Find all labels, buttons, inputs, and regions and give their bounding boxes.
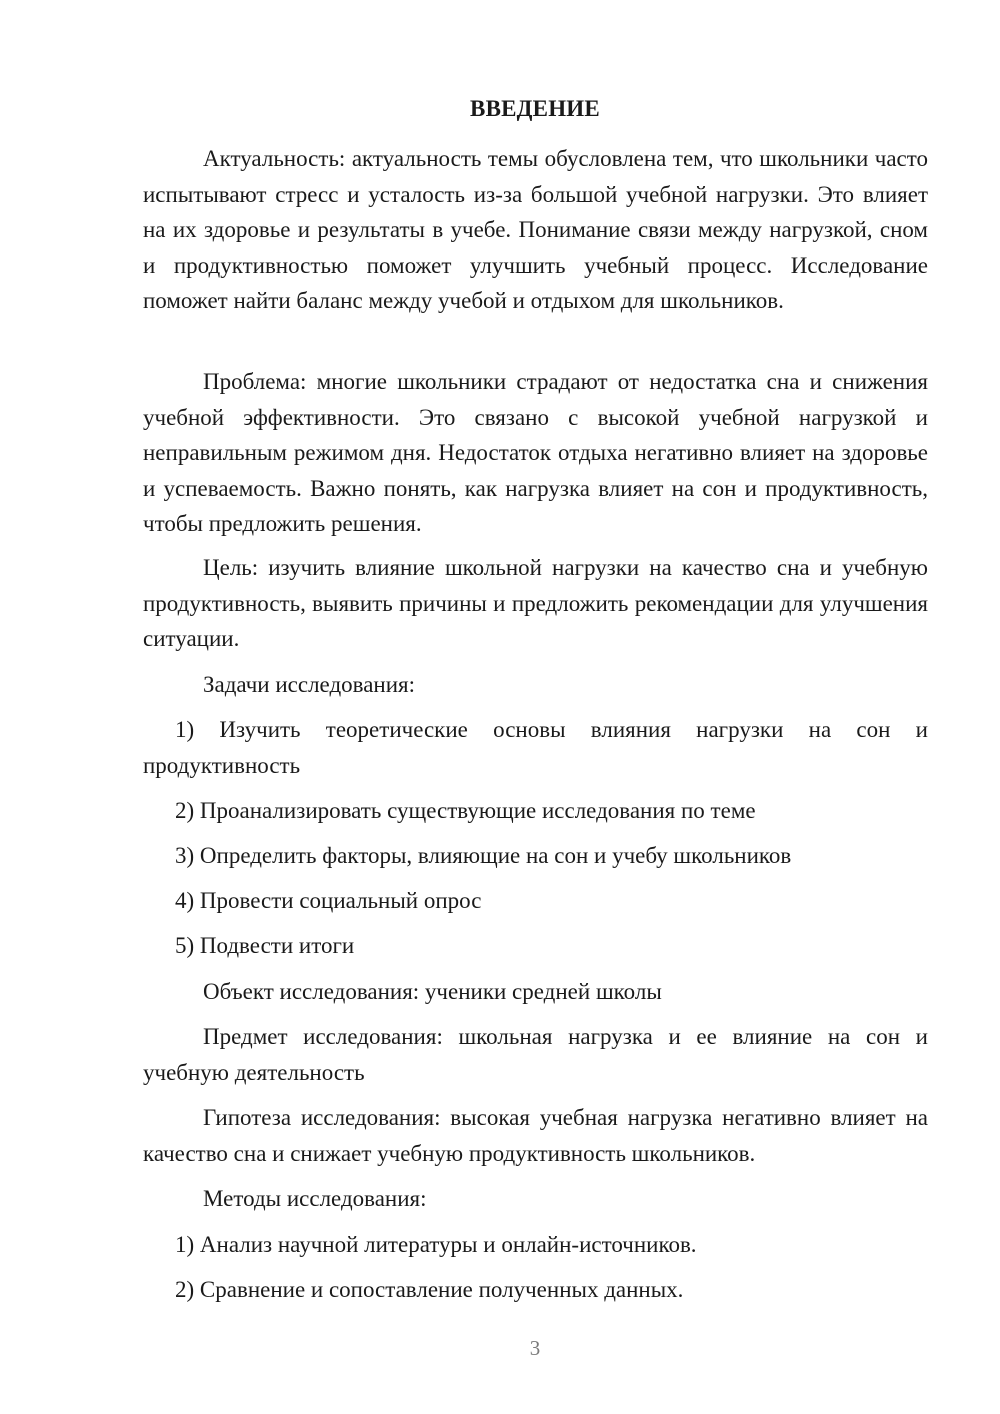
task-item: 4) Провести социальный опрос (175, 888, 482, 913)
document-body-object (143, 974, 928, 1010)
task-item: 2) Проанализировать существующие исследования по теме (175, 798, 756, 823)
document-body-methods-heading (143, 1181, 928, 1217)
document-body-task-5 (143, 928, 928, 964)
object-paragraph: Объект исследования: ученики средней школы (203, 979, 662, 1004)
document-body-goal (143, 550, 928, 657)
tasks-heading: Задачи исследования: (203, 672, 416, 697)
document-body-problem (143, 364, 928, 542)
relevance-paragraph: Актуальность: актуальность темы обусловлена тем, что школьники часто испытывают стресс и усталость из-за большой учебной нагрузки. Это влияет на их здоровье и результаты в учебе. Понимание связи между нагрузкой, сном и продуктивностью поможет улучшить учебный процесс. Исследование поможет найти баланс между учебой и отдыхом для школьников. (143, 146, 928, 313)
method-item: 1) Анализ научной литературы и онлайн-источников. (175, 1232, 697, 1257)
methods-heading: Методы исследования: (203, 1186, 427, 1211)
goal-paragraph: Цель: изучить влияние школьной нагрузки на качество сна и учебную продуктивность, выявить причины и предложить рекомендации для улучшения ситуации. (143, 555, 928, 651)
document-body-method-2 (143, 1272, 928, 1308)
subject-paragraph: Предмет исследования: школьная нагрузка и ее влияние на сон и учебную деятельность (143, 1024, 928, 1085)
problem-paragraph: Проблема: многие школьники страдают от недостатка сна и снижения учебной эффективности. Это связано с высокой учебной нагрузкой и неправильным режимом дня. Недостаток отдыха негативно влияет на здоровье и успеваемость. Важно понять, как нагрузка влияет на сон и продуктивность, чтобы предложить решения. (143, 369, 928, 536)
document-body-method-1 (143, 1227, 928, 1263)
document-body-task-2 (143, 793, 928, 829)
document-body-subject (143, 1019, 928, 1090)
method-item: 2) Сравнение и сопоставление полученных данных. (175, 1277, 684, 1302)
document-body (143, 141, 928, 319)
page-title: ВВЕДЕНИЕ (470, 96, 600, 121)
task-item: 3) Определить факторы, влияющие на сон и учебу школьников (175, 843, 792, 868)
document-body-task-3 (143, 838, 928, 874)
document-body-hypothesis (143, 1100, 928, 1171)
document-body-tasks-heading (143, 667, 928, 703)
task-item: 5) Подвести итоги (175, 933, 355, 958)
hypothesis-paragraph: Гипотеза исследования: высокая учебная нагрузка негативно влияет на качество сна и снижает учебную продуктивность школьников. (143, 1105, 928, 1166)
task-item: 1) Изучить теоретические основы влияния нагрузки на сон и продуктивность (143, 717, 928, 778)
document-body-task-4 (143, 883, 928, 919)
page-number: 3 (529, 1336, 541, 1360)
document-body-task-1 (143, 712, 928, 783)
